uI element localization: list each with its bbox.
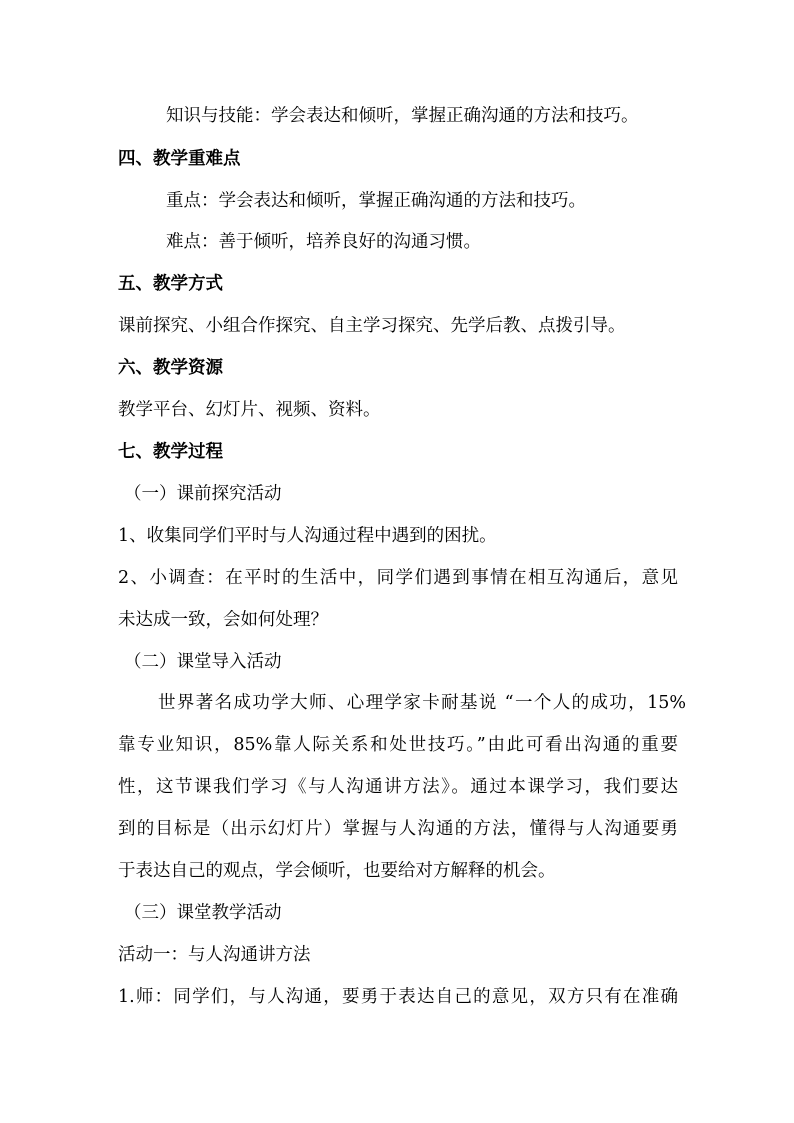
teaching-resources-text: 教学平台、幻灯片、视频、资料。 — [118, 400, 381, 420]
difficult-point-text: 难点：善于倾听，培养良好的沟通习惯。 — [166, 232, 481, 252]
intro-paragraph-line-2: 靠专业知识，85%靠人际关系和处世技巧。”由此可看出沟通的重要 — [118, 735, 678, 755]
subsection-heading-introduction: （二）课堂导入活动 — [124, 652, 282, 672]
subsection-heading-classroom-activity: （三）课堂教学活动 — [124, 903, 282, 923]
teaching-method-text: 课前探究、小组合作探究、自主学习探究、先学后教、点拨引导。 — [118, 316, 626, 336]
section-heading-key-difficult-points: 四、教学重难点 — [118, 149, 241, 169]
intro-paragraph-line-3: 性，这节课我们学习《与人沟通讲方法》。通过本课学习，我们要达 — [118, 777, 678, 797]
intro-paragraph-line-4: 到的目标是（出示幻灯片）掌握与人沟通的方法，懂得与人沟通要勇 — [118, 819, 678, 839]
skills-goal-text: 知识与技能：学会表达和倾听，掌握正确沟通的方法和技巧。 — [166, 106, 639, 126]
key-point-text: 重点：学会表达和倾听，掌握正确沟通的方法和技巧。 — [166, 191, 586, 211]
pre-class-item-2-line-2: 未达成一致，会如何处理？ — [118, 610, 328, 630]
intro-paragraph-line-1: 世界著名成功学大师、心理学家卡耐基说 “一个人的成功，15% — [158, 693, 686, 713]
pre-class-item-1: 1、收集同学们平时与人沟通过程中遇到的困扰。 — [118, 526, 497, 546]
section-heading-teaching-resources: 六、教学资源 — [118, 358, 223, 378]
activity-one-title: 活动一：与人沟通讲方法 — [118, 945, 311, 965]
pre-class-item-2-line-1: 2、小调查：在平时的生活中，同学们遇到事情在相互沟通后，意见 — [118, 568, 678, 588]
section-heading-teaching-method: 五、教学方式 — [118, 274, 223, 294]
section-heading-teaching-process: 七、教学过程 — [118, 442, 223, 462]
activity-one-text-line-1: 1.师：同学们，与人沟通，要勇于表达自己的意见，双方只有在准确 — [118, 987, 678, 1007]
intro-paragraph-line-5: 于表达自己的观点，学会倾听，也要给对方解释的机会。 — [118, 861, 556, 881]
subsection-heading-pre-class: （一）课前探究活动 — [124, 484, 282, 504]
